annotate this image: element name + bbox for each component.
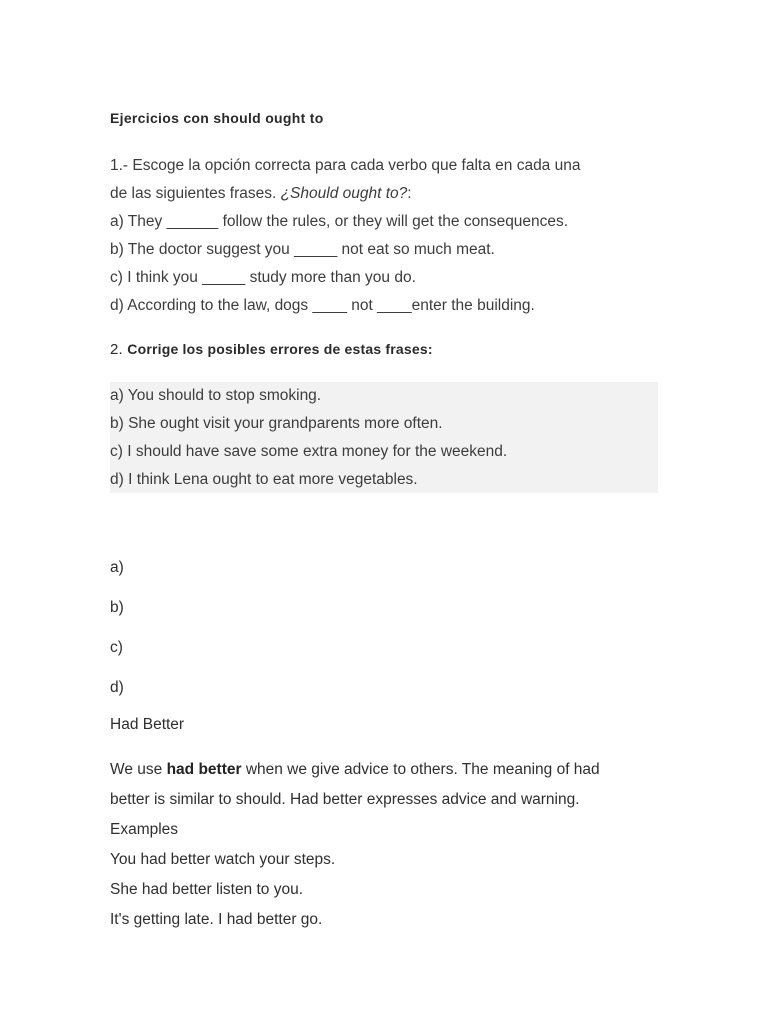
had-better-line-1-suffix: when we give advice to others. The meaning of had [241,761,600,778]
had-better-heading: Had Better [110,716,185,733]
answer-label-d: d) [110,679,124,696]
answer-label-c: c) [110,639,123,656]
exercise-1-item-c: c) I think you _____ study more than you do. [110,269,416,286]
answer-label-b: b) [110,599,124,616]
exercise-2-heading [110,341,433,358]
had-better-line-1 [110,755,670,785]
answer-label-a: a) [110,559,124,576]
exercise-2-answers [110,556,124,716]
example-sentence: You had better watch your steps. [110,851,336,868]
exercise-1-item-a: a) They ______ follow the rules, or they will get the consequences. [110,213,569,230]
exercise-1-intro-line-2 [110,180,670,208]
examples-label: Examples [110,821,179,838]
exercise-1-intro-suffix: : [407,185,412,202]
had-better-bold-term: had better [166,761,242,778]
exercise-1-intro-line-1: 1.- Escoge la opción correcta para cada verbo que falta en cada una [110,157,581,174]
exercise-1 [110,152,670,320]
had-better-section [110,755,670,935]
exercise-1-intro-prefix: de las siguientes frases. [110,185,281,202]
exercise-2-item-c: c) I should have save some extra money for the weekend. [110,443,508,460]
exercise-1-item-b: b) The doctor suggest you _____ not eat so much meat. [110,241,495,258]
example-sentence: It's getting late. I had better go. [110,911,323,928]
had-better-line-2: better is similar to should. Had better expresses advice and warning. [110,791,580,808]
exercise-2-number: 2. [110,341,128,358]
exercise-2-heading-text: Corrige los posibles errores de estas frases: [127,341,433,357]
exercise-1-item-d: d) According to the law, dogs ____ not ____enter the building. [110,297,535,314]
exercise-2-sentences [110,382,658,493]
exercise-2-item-b: b) She ought visit your grandparents more often. [110,415,443,432]
had-better-line-1-prefix: We use [110,761,167,778]
example-sentence: She had better listen to you. [110,881,304,898]
exercise-1-intro-italic: ¿Should ought to? [280,185,408,202]
exercise-2-item-d: d) I think Lena ought to eat more vegetables. [110,471,418,488]
document-title: Ejercicios con should ought to [110,110,324,126]
exercise-2-item-a: a) You should to stop smoking. [110,387,322,404]
